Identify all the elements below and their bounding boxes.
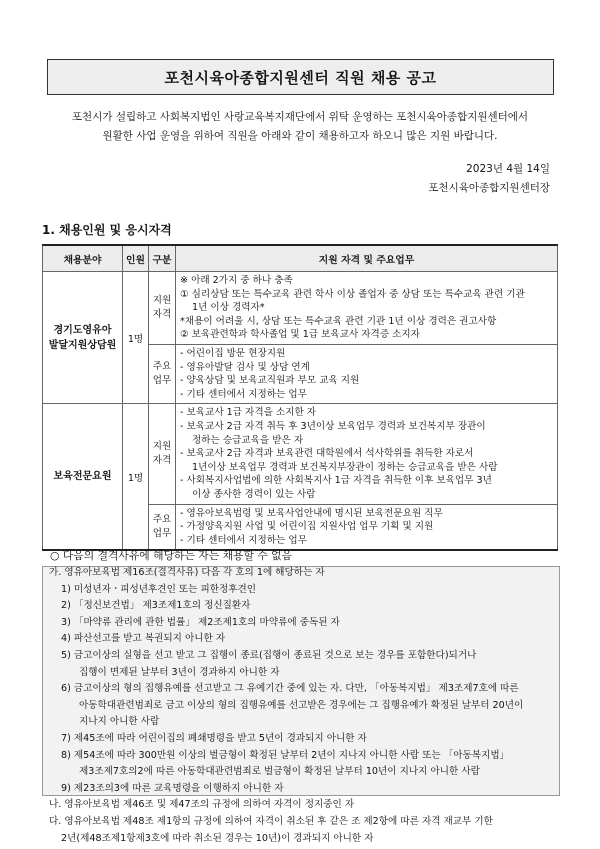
header-count: 인원 — [123, 245, 149, 272]
issuer-organization: 포천시육아종합지원센터장 — [428, 182, 550, 194]
disqualification-item: 7) 제45조에 따라 어린이집의 폐쇄명령을 받고 5년이 경과되지 아니한 자 — [61, 732, 367, 744]
disqualification-item: 집행이 면제된 날부터 3년이 경과하지 아니한 자 — [79, 666, 280, 678]
qualification-content-line: ① 심리상담 또는 특수교육 관련 학사 이상 졸업자 중 상담 또는 특수교육 관련 기관 — [180, 288, 525, 300]
qualification-content-line: 1년이상 보육업무 경력과 보건복지부장관이 정하는 승급교육을 받은 사람 — [192, 461, 498, 473]
disqualification-item: 가. 영유아보육법 제16조(결격사유) 다음 각 호의 1에 해당하는 자 — [49, 567, 325, 578]
job-count: 1명 — [123, 272, 149, 404]
disqualification-item: 1) 미성년자ㆍ피성년후견인 또는 피한정후견인 — [61, 583, 257, 595]
duty-content — [176, 344, 558, 403]
table-header-row — [43, 245, 558, 272]
section-recruitment-heading: 1. 채용인원 및 응시자격 — [42, 223, 172, 237]
job-area — [43, 272, 123, 404]
qualification-content-line: ※ 아래 2가지 중 하나 충족 — [180, 275, 293, 286]
notice-title-text: 포천시육아종합지원센터 직원 채용 공고 — [164, 68, 437, 87]
disqualification-item: 5) 금고이상의 실형을 선고 받고 그 집행이 종료(집행이 종료된 것으로 보는 경우를 포함한다)되거나 — [61, 649, 477, 661]
disqualification-item: 3) 「마약류 관리에 관한 법률」 제2조제1호의 마약류에 중독된 자 — [61, 616, 340, 628]
duty-content-line: - 영유아발달 검사 및 상담 연계 — [180, 361, 310, 373]
qualification-label — [149, 272, 176, 345]
duty-label — [149, 344, 176, 403]
qualification-content — [176, 272, 558, 345]
recruitment-table — [42, 244, 558, 551]
disqualification-item: 9) 제23조의3에 따른 교육명령을 이행하지 아니한 자 — [61, 782, 284, 794]
duty-content-line: - 어린이집 방문 현장지원 — [180, 347, 286, 359]
table-row — [43, 272, 558, 345]
duty-label — [149, 504, 176, 550]
qualification-label — [149, 404, 176, 504]
disqualification-item: 2) 「정신보건법」 제3조제1호의 정신질환자 — [61, 600, 251, 612]
qualification-content-line: ② 보육관련학과 학사졸업 및 1급 보육교사 자격증 소지자 — [180, 329, 420, 341]
job-count: 1명 — [123, 404, 149, 550]
duty-content-line: - 기타 센터에서 지정하는 업무 — [180, 388, 307, 400]
header-qualification: 지원 자격 및 주요업무 — [176, 245, 558, 272]
disqualification-item: 4) 파산선고를 받고 복권되지 아니한 자 — [61, 633, 226, 645]
intro-paragraph — [40, 108, 560, 146]
qualification-content-line: 이상 종사한 경력이 있는 사람 — [192, 488, 316, 500]
job-area-line: 보육전문요원 — [53, 471, 112, 483]
disqualification-item: 제3조제7호의2에 따른 아동학대관련범죄로 벌금형이 확정된 날부터 10년이 지나지 아니한 사람 — [79, 766, 480, 778]
disqualification-box — [42, 566, 560, 844]
qualification-content-line: *채용이 어려울 시, 상담 또는 특수교육 관련 기관 1년 이상 경력은 권고사항 — [180, 315, 497, 327]
qualification-label-text: 자격 — [152, 454, 172, 466]
disqualification-item: 8) 제54조에 따라 300만원 이상의 벌금형이 확정된 날부터 2년이 지나지 아니한 사람 또는 「아동복지법」 — [61, 749, 510, 761]
disqualification-item: 아동학대관련범죄로 금고 이상의 형의 집행유예를 선고받은 경우에는 그 집행유예가 확정된 날부터 20년이 — [79, 699, 524, 711]
duty-label-text: 주요 — [152, 513, 172, 525]
qualification-content-line: - 사회복지사업법에 의한 사회복지사 1급 자격을 취득한 이후 보육업무 3년 — [180, 475, 492, 487]
duty-content-line: - 양육상담 및 보육교직원과 부모 교육 지원 — [180, 375, 360, 387]
qualification-label-text: 지원 — [152, 440, 172, 452]
qualification-content-line: 1년 이상 경력자* — [192, 302, 265, 314]
intro-line: 포천시가 설립하고 사회복지법인 사랑교육복지재단에서 위탁 운영하는 포천시육아종합지원센터에서 — [71, 111, 529, 123]
header-category: 구분 — [149, 245, 176, 272]
disqualification-list — [43, 565, 559, 847]
duty-label-text: 주요 — [152, 361, 172, 373]
job-area — [43, 404, 123, 550]
qualification-content-line: - 보육교사 2급 자격과 보육관련 대학원에서 석사학위를 취득한 자로서 — [180, 448, 474, 460]
qualification-content-line: 정하는 승급교육을 받은 자 — [192, 434, 304, 446]
disqualification-item: 지나지 아니한 사람 — [79, 716, 160, 728]
duty-content — [176, 504, 558, 550]
duty-content-line: - 기타 센터에서 지정하는 업무 — [180, 534, 307, 546]
notice-date: 2023년 4월 14일 — [466, 163, 550, 175]
intro-line: 원활한 사업 운영을 위하여 직원을 아래와 같이 채용하고자 하오니 많은 지원 바랍니다. — [102, 130, 498, 142]
disqualification-heading: ○ 다음의 결격사유에 해당하는 자는 채용할 수 없음 — [50, 549, 293, 562]
disqualification-item: 나. 영유아보육법 제46조 및 제47조의 규정에 의하여 자격이 정지중인 자 — [49, 799, 355, 811]
qualification-content — [176, 404, 558, 504]
duty-content-line: - 영유아보육법령 및 보육사업안내에 명시된 보육전문요원 직무 — [180, 507, 443, 519]
qualification-label-text: 지원 — [152, 294, 172, 306]
table-row — [43, 404, 558, 504]
qualification-content-line: - 보육교사 2급 자격 취득 후 3년이상 보육업무 경력과 보건복지부 장관이 — [180, 420, 486, 432]
header-area: 채용분야 — [43, 245, 123, 272]
duty-label-text: 업무 — [152, 527, 172, 539]
job-area-line: 경기도영유아 — [53, 324, 112, 336]
notice-title — [47, 59, 554, 95]
disqualification-item: 6) 금고이상의 형의 집행유예를 선고받고 그 유예기간 중에 있는 자. 다만, 「아동복지법」 제3조제7호에 따른 — [61, 683, 519, 695]
duty-label-text: 업무 — [152, 375, 172, 387]
duty-content-line: - 가정양육지원 사업 및 어린이집 지원사업 업무 기획 및 지원 — [180, 521, 434, 533]
disqualification-item: 다. 영유아보육법 제48조 제1항의 규정에 의하여 자격이 취소된 후 같은 조 제2항에 따른 자격 재교부 기한 — [49, 815, 493, 827]
job-area-line: 발달지원상담원 — [48, 339, 117, 351]
disqualification-item: 2년(제48조제1항제3호에 따라 취소된 경우는 10년)이 경과되지 아니한 자 — [61, 832, 374, 844]
qualification-label-text: 자격 — [152, 308, 172, 320]
qualification-content-line: - 보육교사 1급 자격을 소지한 자 — [180, 407, 317, 419]
